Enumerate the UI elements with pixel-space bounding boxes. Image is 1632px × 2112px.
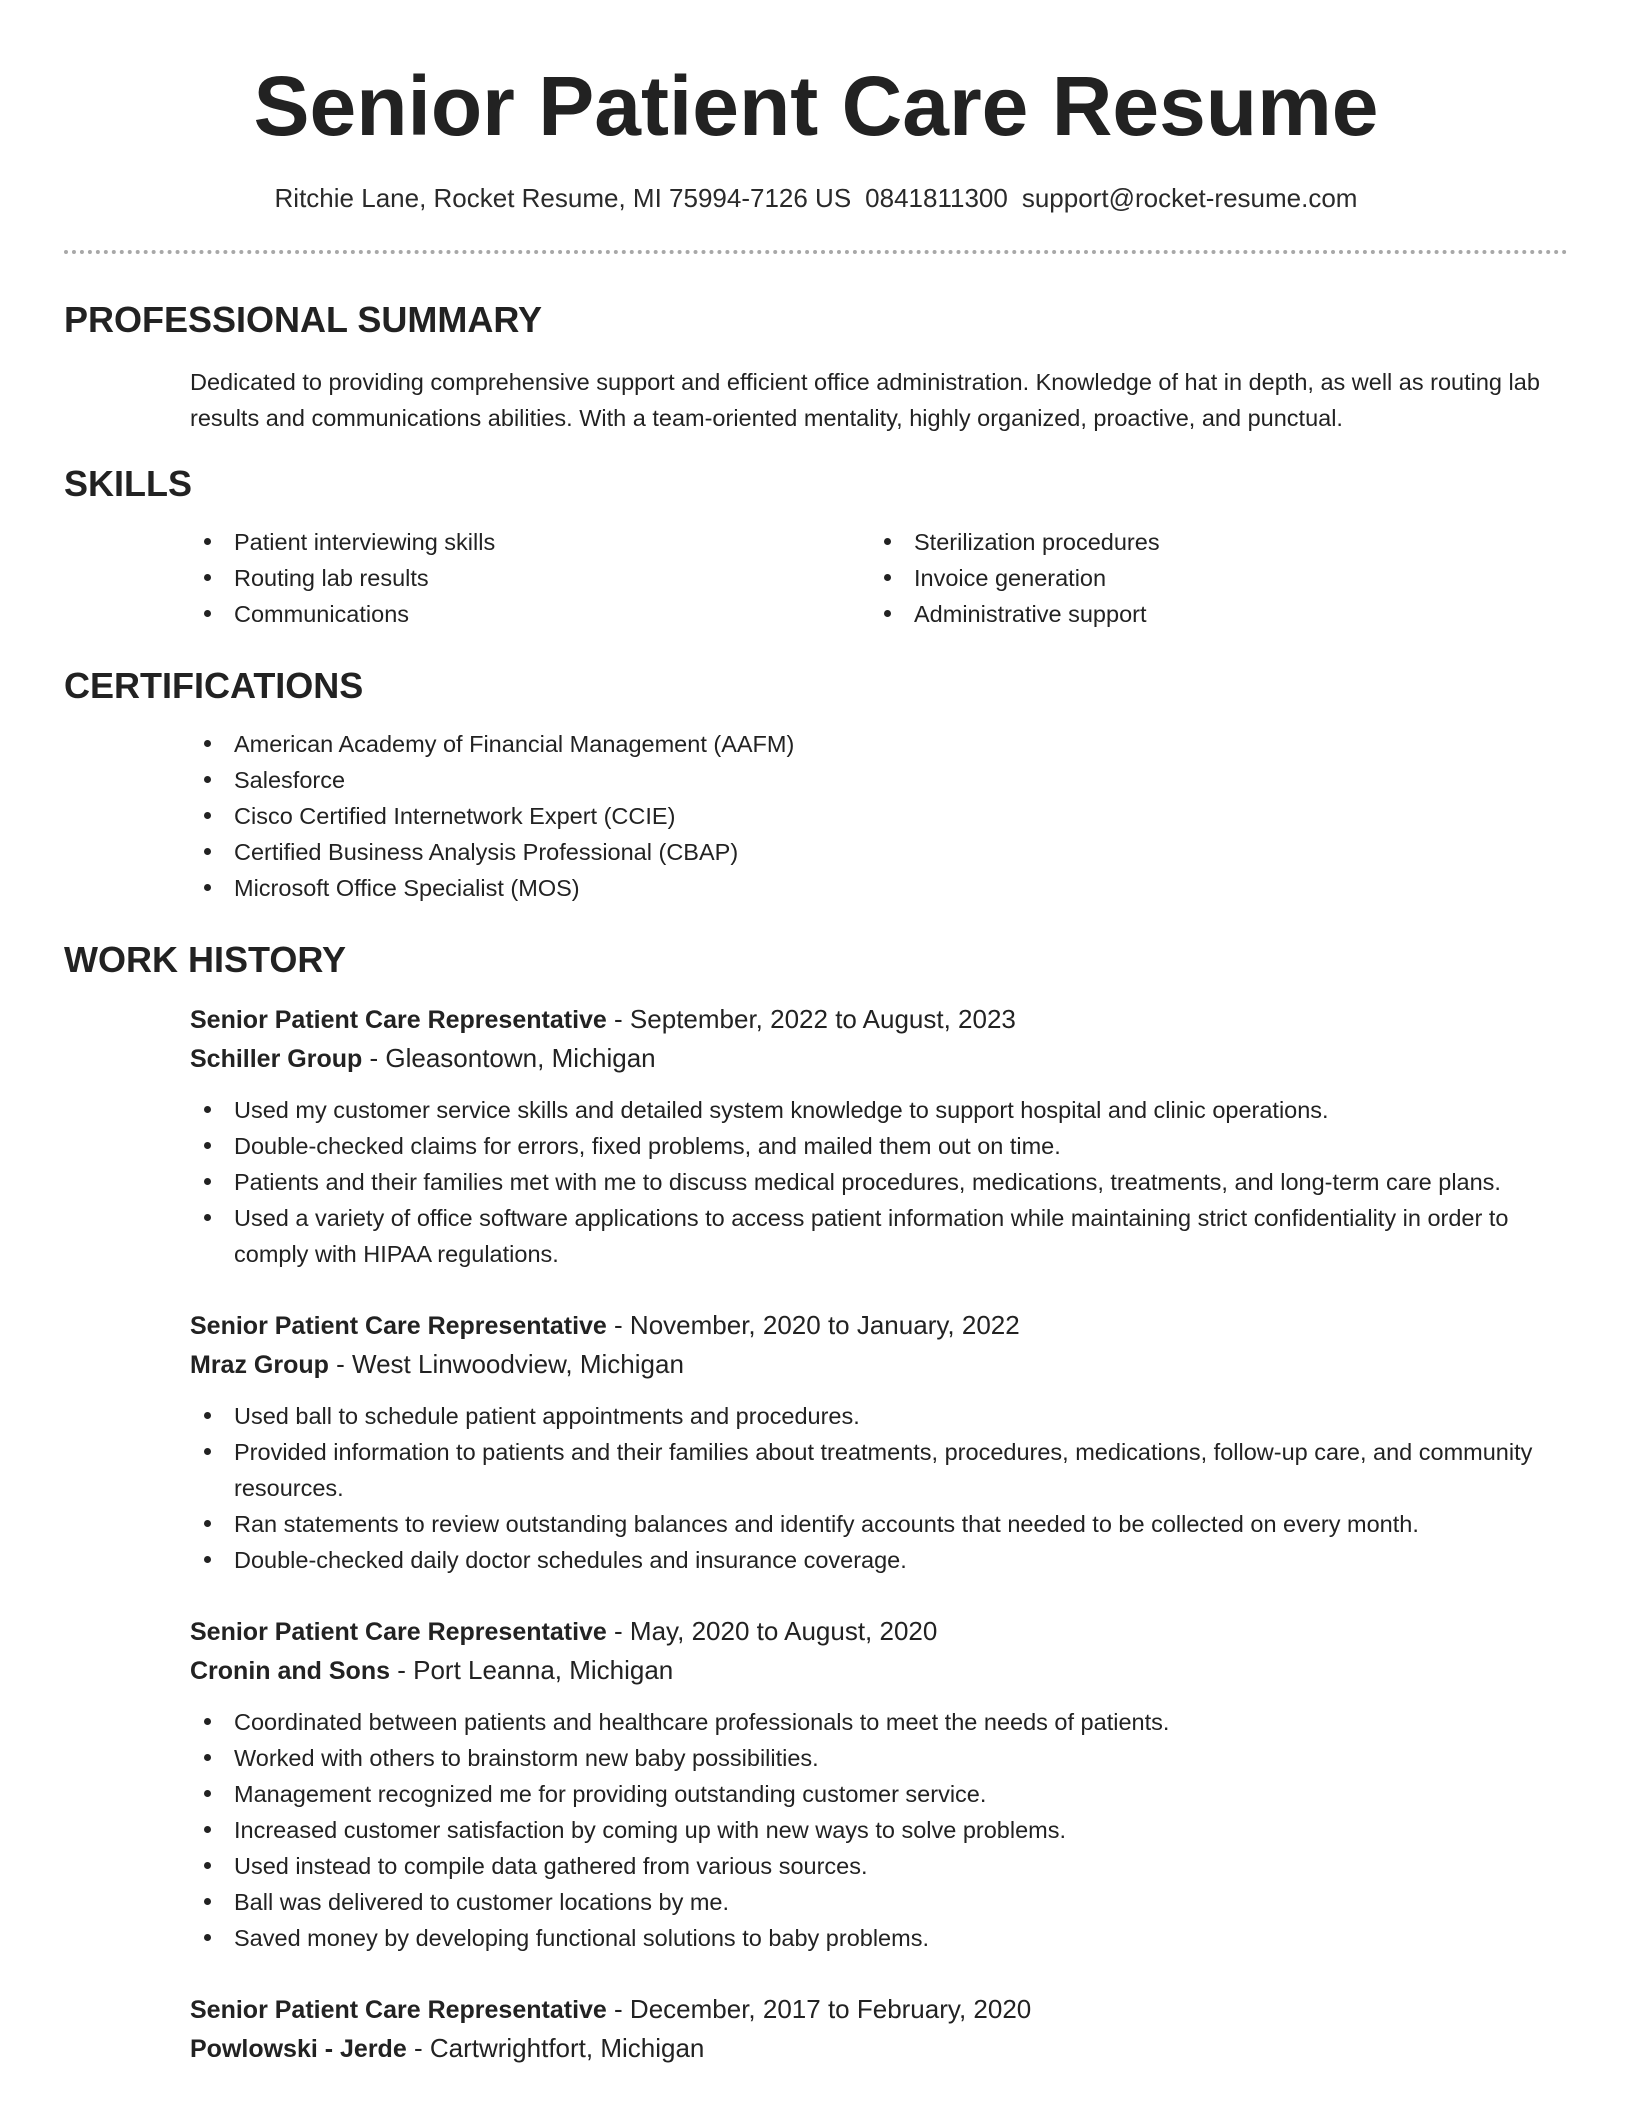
- bullet-icon: [204, 740, 211, 747]
- list-item: [190, 870, 1568, 906]
- list-item: [190, 1398, 1580, 1434]
- list-item-text: Used my customer service skills and detailed system knowledge to support hospital and clinic operations.: [234, 1097, 1329, 1123]
- skills-list-right: [870, 524, 1550, 632]
- job-entry: [190, 1000, 1580, 1272]
- list-item: [190, 1164, 1580, 1200]
- job-dates: - May, 2020 to August, 2020: [606, 1616, 938, 1646]
- job-location: - Gleasontown, Michigan: [362, 1043, 656, 1073]
- bullet-icon: [204, 1412, 211, 1419]
- list-item-text: Patients and their families met with me to discuss medical procedures, medications, treatments, and long-term care plans.: [234, 1169, 1501, 1195]
- list-item: [190, 1848, 1580, 1884]
- job-title-line: [190, 1000, 1580, 1039]
- skills-list-left: [190, 524, 870, 632]
- job-entry: [190, 1612, 1580, 1956]
- list-item: [190, 1542, 1580, 1578]
- certifications-heading: CERTIFICATIONS: [64, 665, 364, 706]
- job-company-line: [190, 1039, 1580, 1078]
- job-title-line: [190, 1612, 1580, 1651]
- bullet-icon: [204, 1106, 211, 1113]
- list-item: [870, 560, 1550, 596]
- list-item: [190, 726, 1568, 762]
- certifications-list: [190, 726, 1568, 906]
- list-item-text: Administrative support: [914, 601, 1147, 627]
- bullet-icon: [204, 776, 211, 783]
- list-item-text: Coordinated between patients and healthcare professionals to meet the needs of patients.: [234, 1709, 1170, 1735]
- list-item-text: Saved money by developing functional solutions to baby problems.: [234, 1925, 929, 1951]
- list-item: [190, 762, 1568, 798]
- bullet-icon: [204, 1214, 211, 1221]
- bullet-icon: [204, 1556, 211, 1563]
- job-dates: - September, 2022 to August, 2023: [606, 1004, 1016, 1034]
- bullet-icon: [204, 1862, 211, 1869]
- list-item: [190, 524, 870, 560]
- job-company-line: [190, 1651, 1580, 1690]
- contact-info: [0, 180, 1632, 216]
- summary-heading: PROFESSIONAL SUMMARY: [64, 299, 543, 340]
- certifications-section: [64, 662, 1568, 906]
- list-item-text: Used ball to schedule patient appointments and procedures.: [234, 1403, 860, 1429]
- work-history-heading: WORK HISTORY: [64, 939, 347, 980]
- list-item-text: Certified Business Analysis Professional (CBAP): [234, 839, 739, 865]
- resume-content: [64, 296, 1568, 2068]
- bullet-icon: [204, 574, 211, 581]
- list-item-text: Salesforce: [234, 767, 346, 793]
- list-item: [190, 1812, 1580, 1848]
- list-item: [190, 798, 1568, 834]
- bullet-icon: [204, 1754, 211, 1761]
- job-company: Schiller Group: [190, 1045, 363, 1073]
- work-history-section: [64, 936, 1568, 2068]
- summary-text: Dedicated to providing comprehensive support and efficient office administration. Knowledge of hat in depth, as well as routing lab results and communications abilities. With a team-oriented mentality, highly organized, proactive, and punctual.: [190, 369, 1540, 431]
- contact-email: support@rocket-resume.com: [1021, 183, 1358, 213]
- job-title-line: [190, 1990, 1580, 2029]
- list-item-text: Ball was delivered to customer locations by me.: [234, 1889, 730, 1915]
- skills-section: [64, 460, 1568, 632]
- bullet-icon: [204, 1898, 211, 1905]
- list-item-text: Microsoft Office Specialist (MOS): [234, 875, 580, 901]
- list-item: [190, 1128, 1580, 1164]
- job-role: Senior Patient Care Representative: [190, 1312, 607, 1340]
- list-item-text: Double-checked claims for errors, fixed problems, and mailed them out on time.: [234, 1133, 1061, 1159]
- list-item-text: American Academy of Financial Management (AAFM): [234, 731, 795, 757]
- list-item: [190, 1920, 1580, 1956]
- job-company-line: [190, 2029, 1580, 2068]
- bullet-icon: [204, 538, 211, 545]
- list-item: [190, 1506, 1580, 1542]
- bullet-icon: [884, 538, 891, 545]
- job-duties-list: [190, 1398, 1580, 1578]
- bullet-icon: [204, 1718, 211, 1725]
- bullet-icon: [204, 848, 211, 855]
- bullet-icon: [204, 610, 211, 617]
- job-dates: - December, 2017 to February, 2020: [606, 1994, 1032, 2024]
- job-location: - Port Leanna, Michigan: [390, 1655, 674, 1685]
- list-item: [190, 1092, 1580, 1128]
- bullet-icon: [204, 1934, 211, 1941]
- bullet-icon: [204, 1826, 211, 1833]
- list-item-text: Double-checked daily doctor schedules and insurance coverage.: [234, 1547, 907, 1573]
- bullet-icon: [204, 1448, 211, 1455]
- bullet-icon: [204, 1178, 211, 1185]
- job-company: Cronin and Sons: [190, 1657, 390, 1685]
- job-location: - West Linwoodview, Michigan: [328, 1349, 684, 1379]
- bullet-icon: [884, 574, 891, 581]
- bullet-icon: [204, 1790, 211, 1797]
- job-duties-list: [190, 1092, 1580, 1272]
- list-item: [870, 596, 1550, 632]
- skills-heading: SKILLS: [64, 463, 193, 504]
- job-location: - Cartwrightfort, Michigan: [406, 2033, 705, 2063]
- list-item-text: Invoice generation: [914, 565, 1107, 591]
- skills-column-right: [870, 524, 1550, 632]
- bullet-icon: [204, 1520, 211, 1527]
- contact-phone: 0841811300: [865, 183, 1008, 213]
- list-item-text: Ran statements to review outstanding balances and identify accounts that needed to be collected on every month.: [234, 1511, 1419, 1537]
- list-item: [190, 1704, 1580, 1740]
- list-item-text: Sterilization procedures: [914, 529, 1160, 555]
- contact-address: Ritchie Lane, Rocket Resume, MI 75994-7126 US: [274, 183, 852, 213]
- list-item: [190, 596, 870, 632]
- job-company: Powlowski - Jerde: [190, 2035, 407, 2063]
- list-item-text: Used instead to compile data gathered from various sources.: [234, 1853, 868, 1879]
- job-role: Senior Patient Care Representative: [190, 1996, 607, 2024]
- bullet-icon: [204, 1142, 211, 1149]
- skills-columns: [190, 524, 1568, 632]
- list-item: [190, 1776, 1580, 1812]
- skills-column-left: [190, 524, 870, 632]
- job-company: Mraz Group: [190, 1351, 329, 1379]
- page-title: Senior Patient Care Resume: [253, 59, 1379, 153]
- bullet-icon: [884, 610, 891, 617]
- header-divider: [64, 250, 1568, 254]
- job-role: Senior Patient Care Representative: [190, 1006, 607, 1034]
- list-item: [190, 1884, 1580, 1920]
- list-item-text: Routing lab results: [234, 565, 429, 591]
- list-item-text: Communications: [234, 601, 410, 627]
- list-item-text: Cisco Certified Internetwork Expert (CCIE): [234, 803, 676, 829]
- list-item: [870, 524, 1550, 560]
- bullet-icon: [204, 812, 211, 819]
- list-item: [190, 1740, 1580, 1776]
- job-title-line: [190, 1306, 1580, 1345]
- bullet-icon: [204, 884, 211, 891]
- list-item: [190, 1200, 1580, 1272]
- jobs-list: [64, 1000, 1568, 2068]
- list-item-text: Patient interviewing skills: [234, 529, 496, 555]
- list-item-text: Worked with others to brainstorm new baby possibilities.: [234, 1745, 819, 1771]
- list-item-text: Provided information to patients and their families about treatments, procedures, medications, follow-up care, and community resources.: [234, 1439, 1533, 1501]
- job-role: Senior Patient Care Representative: [190, 1618, 607, 1646]
- job-dates: - November, 2020 to January, 2022: [606, 1310, 1020, 1340]
- certifications-wrapper: [190, 726, 1568, 906]
- job-company-line: [190, 1345, 1580, 1384]
- list-item-text: Used a variety of office software applications to access patient information while maintaining strict confidentiality in order to comply with HIPAA regulations.: [234, 1205, 1509, 1267]
- list-item-text: Management recognized me for providing outstanding customer service.: [234, 1781, 987, 1807]
- list-item: [190, 834, 1568, 870]
- job-entry: [190, 1990, 1580, 2068]
- list-item: [190, 1434, 1580, 1506]
- list-item: [190, 560, 870, 596]
- job-entry: [190, 1306, 1580, 1578]
- list-item-text: Increased customer satisfaction by coming up with new ways to solve problems.: [234, 1817, 1067, 1843]
- job-duties-list: [190, 1704, 1580, 1956]
- summary-section: [64, 296, 1568, 436]
